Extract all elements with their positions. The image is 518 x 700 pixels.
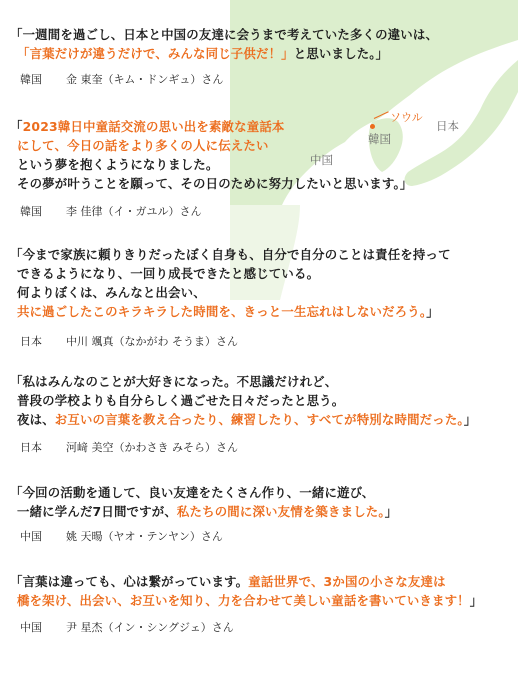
quote-highlight: 2023韓日中童話交流の思い出を素敵な童話本 [22,119,285,134]
map-label-china: 中国 [310,153,333,167]
quote-line [10,174,515,193]
quote-highlight: 「言葉だけが違うだけで、みんな同じ子供だ！」 [17,46,294,61]
testimonial-quote [10,245,515,321]
author-name: 姚 天暘（ヤオ・テンヤン）さん [66,530,223,543]
testimonial-author [20,621,234,635]
author-name: 中川 颯真（なかがわ そうま）さん [66,335,238,348]
quote-text: 「一週間を過ごし、日本と中国の友達に会うまで考えていた多くの違いは、 [10,27,439,42]
author-country: 中国 [20,621,42,634]
testimonial-quote [10,117,515,193]
quote-line [10,136,515,155]
quote-text: 夜は、 [17,412,55,427]
quote-text: 一緒に学んだ7日間ですが、 [17,504,177,519]
quote-highlight: 童話世界で、3か国の小さな友達は [248,574,446,589]
quote-line [10,591,515,610]
testimonial-author [20,441,238,455]
quote-text: 「言葉は違っても、心は繋がっています。 [10,574,249,589]
map-label-seoul: ソウル [390,111,423,124]
quote-text: 「私はみんなのことが大好きになった。不思議だけれど、 [10,374,338,389]
quote-text: 」 [384,504,398,519]
quote-line [10,245,515,264]
testimonial-quote [10,483,515,521]
quote-highlight: 共に過ごしたこのキラキラした時間を、きっと一生忘れはしないだろう。 [17,304,427,319]
quote-line [10,483,515,502]
quote-text: 「今回の活動を通して、良い友達をたくさん作り、一緒に遊び、 [10,485,375,500]
testimonial-quote [10,25,515,63]
testimonial-author [20,205,202,219]
quote-line [10,44,515,63]
author-country: 日本 [20,441,42,454]
testimonial-quote [10,372,515,429]
quote-line [10,391,515,410]
testimonial-author [20,73,223,87]
quote-text: 」 [426,304,439,319]
quote-line [10,302,515,321]
quote-text: その夢が叶うことを願って、その日のために努力したいと思います。」 [17,176,413,191]
quote-text: という夢を抱くようになりました。 [17,157,219,172]
map-label-japan: 日本 [436,119,459,133]
author-name: 李 佳律（イ・ガユル）さん [66,205,202,218]
quote-text: 普段の学校よりも自分らしく過ごせた日々だったと思う。 [17,393,345,408]
author-name: 金 東奎（キム・ドンギュ）さん [66,73,224,86]
author-country: 中国 [20,530,42,543]
quote-highlight: お互いの言葉を教え合ったり、練習したり、すべてが特別な時間だった。 [54,412,464,427]
author-name: 尹 星杰（イン・シングジェ）さん [66,621,234,634]
quote-line [10,410,515,429]
quote-line [10,117,515,136]
quote-text: 」 [463,412,477,427]
testimonial-author [20,530,223,544]
quote-highlight: にして、今日の話をより多くの人に伝えたい [17,138,269,153]
quote-text: できるようになり、一回り成長できたと感じている。 [17,266,320,281]
quote-line [10,264,515,283]
quote-line [10,155,515,174]
quote-text: 「今まで家族に頼りきりだったぼく自身も、自分で自分のことは責任を持って [10,247,451,262]
map-label-korea: 韓国 [368,132,391,146]
testimonial-quote [10,572,515,610]
quote-line [10,572,515,591]
quote-highlight: 橋を架け、出会い、お互いを知り、力を合わせて美しい童話を書いていきます！ [17,593,470,608]
author-country: 韓国 [20,73,42,86]
quote-text: と思いました。」 [293,46,389,61]
quote-line [10,25,515,44]
author-name: 河﨑 美空（かわさき みそら）さん [66,441,238,454]
author-country: 日本 [20,335,42,348]
quote-text: 「 [10,119,23,134]
quote-highlight: 私たちの間に深い友情を築きました。 [176,504,385,519]
author-country: 韓国 [20,205,42,218]
quote-text: 何よりぼくは、みんなと出会い、 [17,285,206,300]
quote-text: 」 [469,593,483,608]
testimonial-author [20,335,238,349]
quote-line [10,283,515,302]
quote-line [10,502,515,521]
quote-line [10,372,515,391]
